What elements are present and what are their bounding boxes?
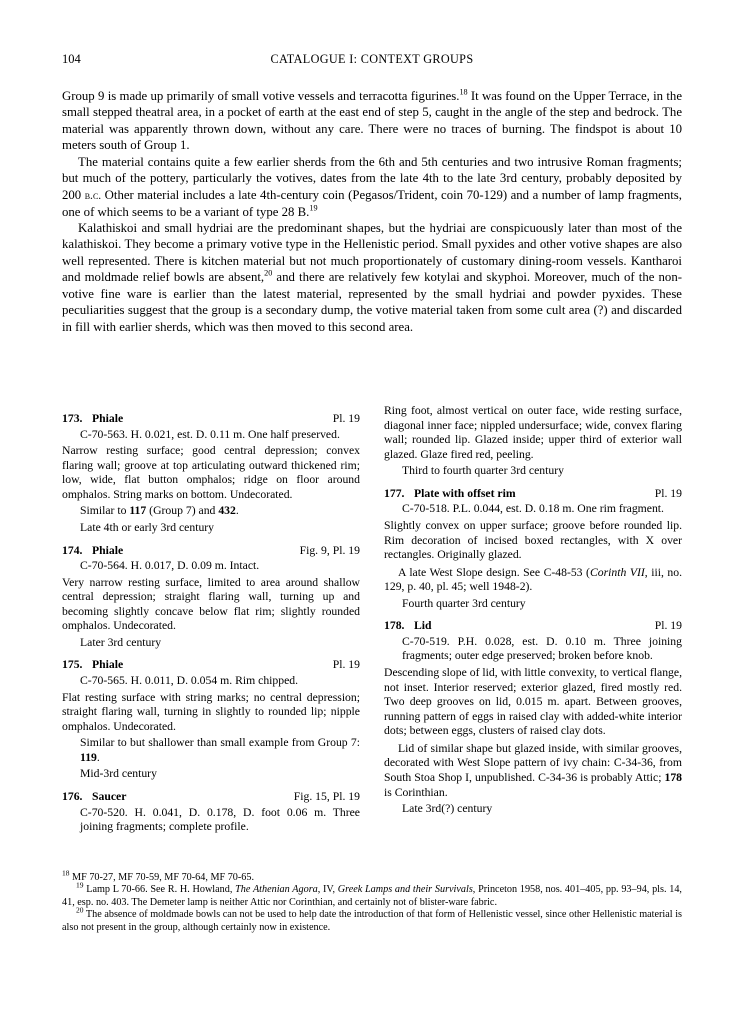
footnote-18: $^{18}$ MF 70-27, MF 70-59, MF 70-64, MF 70-65. xyxy=(62,868,255,883)
catalogue-entry-175 xyxy=(62,658,360,782)
entry-description: Slightly convex on upper surface; groove before rounded lip. Rim decoration of incised boxed rectangles, with X over rectangles. Originally glazed. xyxy=(384,518,682,562)
catalogue-column-right xyxy=(384,404,682,835)
catalogue-entry-177 xyxy=(384,487,682,612)
paragraph-2: The material contains quite a few earlier sherds from the 6th and 5th centuries and two intrusive Roman fragments; but much of the pottery, particularly the votives, dates from the late 4th to the late 3rd century, probably deposited by 200 b.c. Other material includes a late 4th-century coin (Pegasos/Trident, coin 70-129) and a number of lamp fragments, one of which seems to be a variant of type 28 B.$^{19}$ xyxy=(62,154,682,219)
catalogue-entries xyxy=(62,404,682,835)
entry-header xyxy=(62,412,360,427)
entry-title: Lid xyxy=(414,619,432,633)
entry-title: Plate with offset rim xyxy=(414,486,516,500)
entry-plate-ref: Pl. 19 xyxy=(654,486,682,500)
catalogue-entry-176 xyxy=(62,790,360,835)
entry-description-continued: Ring foot, almost vertical on outer face, wide resting surface, diagonal inner face; nippled undersurface; wide, convex flaring wall; rounded lip. Glazed inside; upper third of exterior wall glazed. Glaze fired red, peeling. xyxy=(384,404,682,461)
page-header xyxy=(62,52,682,68)
entry-parallels: Similar to but shallower than small example from Group 7: 119. xyxy=(80,736,360,764)
folio-number: 104 xyxy=(62,52,81,66)
catalogue-entry-174 xyxy=(62,544,360,651)
entry-number: 178. xyxy=(384,619,405,633)
entry-date: Fourth quarter 3rd century xyxy=(402,596,526,610)
catalogue-entry-176-continued xyxy=(384,404,682,479)
entry-description: Very narrow resting surface, limited to area around shallow central depression; straight flaring wall, turning up and becoming slightly concave below flat rim; slightly rounded omphalos. Undecorated. xyxy=(62,575,360,633)
entry-header xyxy=(62,544,360,559)
paragraph-1: Group 9 is made up primarily of small votive vessels and terracotta figurines.$^{18}$ It was found on the Upper Terrace, in the small stepped theatral area, in a pocket of earth at the east end of step 5, caught in the angle of the step and bedrock. The material was apparently thrown down, without any care. There were no traces of burning. The findspot is about 10 meters south of Group 1. xyxy=(62,87,683,153)
entry-title: Phiale xyxy=(92,658,124,672)
entry-plate-ref: Fig. 15, Pl. 19 xyxy=(293,789,360,803)
entry-measurements: C-70-564. H. 0.017, D. 0.09 m. Intact. xyxy=(80,559,260,573)
entry-number: 174. xyxy=(62,543,83,557)
entry-title: Phiale xyxy=(92,543,124,557)
entry-measurements: C-70-520. H. 0.041, D. 0.178, D. foot 0.06 m. Three joining fragments; complete profile. xyxy=(80,805,360,834)
entry-measurements: C-70-518. P.L. 0.044, est. D. 0.18 m. One rim fragment. xyxy=(402,502,664,516)
entry-number: 175. xyxy=(62,658,83,672)
entry-plate-ref: Pl. 19 xyxy=(332,658,360,672)
entry-date: Mid-3rd century xyxy=(80,767,157,781)
footnote-19: $^{19}$ Lamp L 70-66. See R. H. Howland, The Athenian Agora, IV, Greek Lamps and their Survivals, Princeton 1958, nos. 401–405, pp. 93–94, pls. 14, 41, esp. no. 403. The Demeter lamp is neither Attic nor Corinthian, and certainly not of blister-ware fabric. xyxy=(62,881,682,908)
entry-date: Late 3rd(?) century xyxy=(402,802,493,816)
entry-number: 173. xyxy=(62,412,83,425)
entry-plate-ref: Pl. 19 xyxy=(332,412,360,425)
entry-title: Phiale xyxy=(92,412,124,425)
entry-number: 177. xyxy=(384,486,405,500)
entry-measurements: C-70-565. H. 0.011, D. 0.054 m. Rim chipped. xyxy=(80,674,299,687)
catalogue-entry-173 xyxy=(62,412,360,536)
catalogue-column-left xyxy=(62,404,360,835)
entry-description: Narrow resting surface; good central depression; convex flaring wall; groove at top articulating outward thickened rim; low, wide, flat button omphalos; ridge on floor around omphalos. String marks on bottom. Undecorated. xyxy=(62,444,360,501)
footnotes xyxy=(62,868,682,934)
entry-number: 176. xyxy=(62,789,83,803)
entry-measurements: C-70-519. P.H. 0.028, est. D. 0.10 m. Three joining fragments; outer edge preserved; broken before knob. xyxy=(402,634,682,663)
running-title: CATALOGUE I: CONTEXT GROUPS xyxy=(270,52,474,66)
entry-plate-ref: Pl. 19 xyxy=(654,619,682,633)
entry-header xyxy=(62,658,360,673)
entry-header xyxy=(62,790,360,805)
entry-plate-ref: Fig. 9, Pl. 19 xyxy=(299,543,360,557)
introductory-text xyxy=(62,88,682,335)
entry-date: Later 3rd century xyxy=(80,635,162,649)
entry-description: Descending slope of lid, with little convexity, to vertical flange, not inset. Interior reserved; exterior glazed, fired mostly red. Two deep grooves on lid, 0.015 m. apart. Between grooves, running pattern of eggs in raised clay with added-white interior dots; between eggs, clusters of raised clay dots. xyxy=(384,666,682,738)
entry-parallels: Lid of similar shape but glazed inside, with similar grooves, decorated with West Slope pattern of ivy chain: C-34-36, from South Stoa Shop I, unpublished. C-34-36 is probably Attic; 178 is Corinthian. xyxy=(384,741,682,799)
entry-title: Saucer xyxy=(92,789,127,803)
entry-parallels: A late West Slope design. See C-48-53 (Corinth VII, iii, no. 129, p. 40, pl. 45; well 1948-2). xyxy=(384,565,682,594)
entry-parallels: Similar to 117 (Group 7) and 432. xyxy=(80,504,239,518)
paragraph-3: Kalathiskoi and small hydriai are the predominant shapes, but the hydriai are conspicuously later than most of the kalathiskoi. They become a primary votive type in the Hellenistic period. Small pyxides and other votive shapes are also well represented. There is kitchen material but not much proportionately of customary dining-room vessels. Kantharoi and moldmade relief bowls are absent,$^{20}$ and there are relatively few kotylai and skyphoi. Moreover, much of the non-votive fine ware is earlier than the latest material, represented by the small hydriai and powder pyxides. These peculiarities suggest that the group is a secondary dump, the votive material taken from some cult area (?) and discarded in fill with earlier sherds, which was then moved to this second area. xyxy=(62,220,682,334)
footnote-20: $^{20}$ The absence of moldmade bowls can not be used to help date the introduction of that form of Hellenistic vessel, since other Hellenistic material is also not present in the group, although certainly now in existence. xyxy=(62,905,682,933)
entry-header xyxy=(384,619,682,634)
entry-date: Late 4th or early 3rd century xyxy=(80,520,215,534)
entry-date: Third to fourth quarter 3rd century xyxy=(402,464,564,478)
entry-description: Flat resting surface with string marks; no central depression; straight flaring wall, turning in slightly to rounded lip; nipple omphalos. Undecorated. xyxy=(62,690,360,733)
entry-measurements: C-70-563. H. 0.021, est. D. 0.11 m. One half preserved. xyxy=(80,427,340,441)
entry-header xyxy=(384,487,682,502)
catalogue-entry-178 xyxy=(384,619,682,816)
